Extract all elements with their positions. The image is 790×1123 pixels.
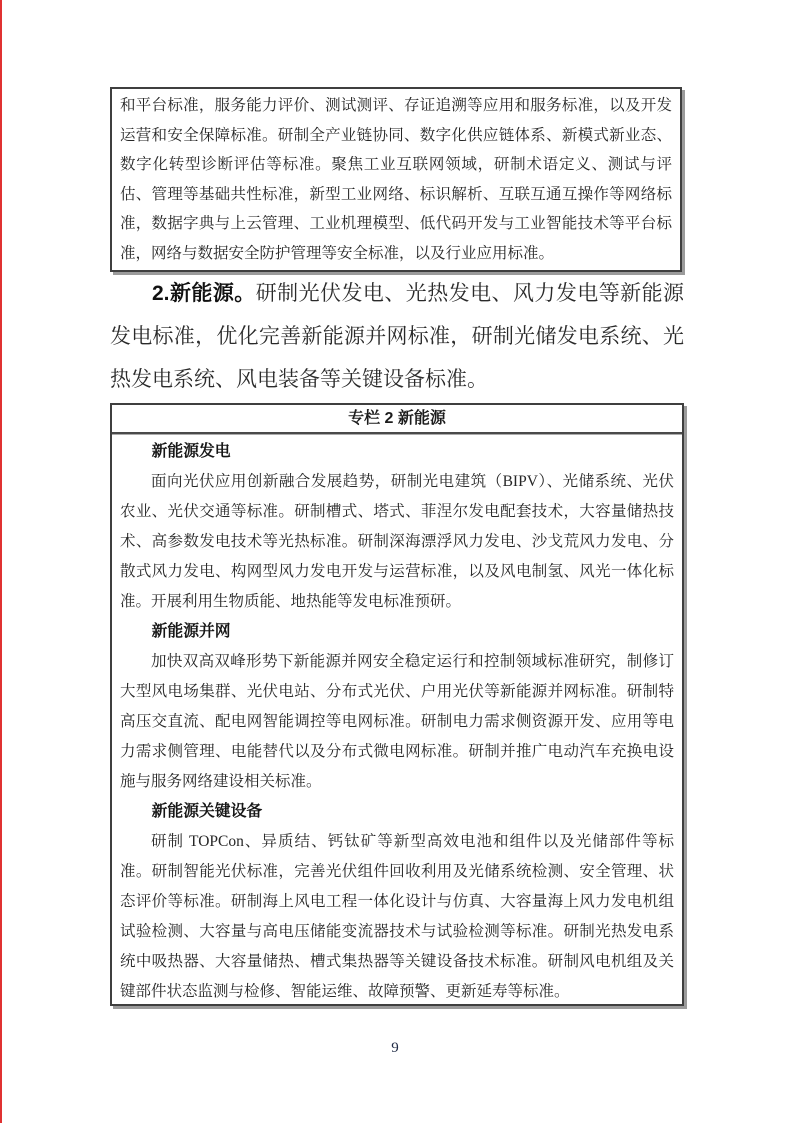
new-energy-paragraph-body: 研制光伏发电、光热发电、风力发电等新能源发电标准，优化完善新能源并网标准，研制光储发电系统、光热发电系统、风电装备等关键设备标准。 <box>110 281 685 391</box>
section-heading-key-equipment: 新能源关键设备 <box>151 803 263 820</box>
column-2-content <box>112 434 682 1006</box>
section-body-grid-connection: 加快双高双峰形势下新能源并网安全稳定运行和控制领域标准研究，制修订大型风电场集群、光伏电站、分布式光伏、户用光伏等新能源并网标准。研制特高压交直流、配电网智能调控等电网标准。研制电力需求侧资源开发、应用等电力需求侧管理、电能替代以及分布式微电网标准。研制并推广电动汽车充换电设施与服务网络建设相关标准。 <box>120 653 674 790</box>
section-body-generation: 面向光伏应用创新融合发展趋势，研制光电建筑（BIPV）、光储系统、光伏农业、光伏交通等标准。研制槽式、塔式、菲涅尔发电配套技术，大容量储热技术、高参数发电技术等光热标准。研制深海漂浮风力发电、沙戈荒风力发电、分散式风力发电、构网型风力发电开发与运营标准，以及风电制氢、风光一体化标准。开展利用生物质能、地热能等发电标准预研。 <box>120 473 674 610</box>
new-energy-paragraph <box>110 272 684 401</box>
section-heading-generation: 新能源发电 <box>151 443 231 460</box>
section-body-key-equipment: 研制 TOPCon、异质结、钙钛矿等新型高效电池和组件以及光储部件等标准。研制智能光伏标准，完善光伏组件回收利用及光储系统检测、安全管理、状态评价等标准。研制海上风电工程一体化设计与仿真、大容量海上风力发电机组试验检测、大容量与高电压储能变流器技术与试验检测等标准。研制光热发电系统中吸热器、大容量储热、槽式集热器等关键设备技术标准。研制风电机组及关键部件状态监测与检修、智能运维、故障预警、更新延寿等标准。 <box>120 833 674 1000</box>
section-heading-grid-connection: 新能源并网 <box>151 623 231 640</box>
industrial-internet-standards-text: 和平台标准，服务能力评价、测试测评、存证追溯等应用和服务标准，以及开发运营和安全保障标准。研制全产业链协同、数字化供应链体系、新模式新业态、数字化转型诊断评估等标准。聚焦工业互联网领域，研制术语定义、测试与评估、管理等基础共性标准，新型工业网络、标识解析、互联互通互操作等网络标准，数据字典与上云管理、工业机理模型、低代码开发与工业智能技术等平台标准，网络与数据安全防护管理等安全标准，以及行业应用标准。 <box>120 97 672 262</box>
column-2-new-energy-box <box>110 403 684 1006</box>
page-number: 9 <box>391 1040 399 1056</box>
left-margin-accent-line <box>0 0 2 1123</box>
column-2-title: 专栏 2 新能源 <box>112 405 682 434</box>
industrial-internet-standards-box <box>110 87 682 272</box>
new-energy-paragraph-lead: 2.新能源。 <box>152 282 256 305</box>
